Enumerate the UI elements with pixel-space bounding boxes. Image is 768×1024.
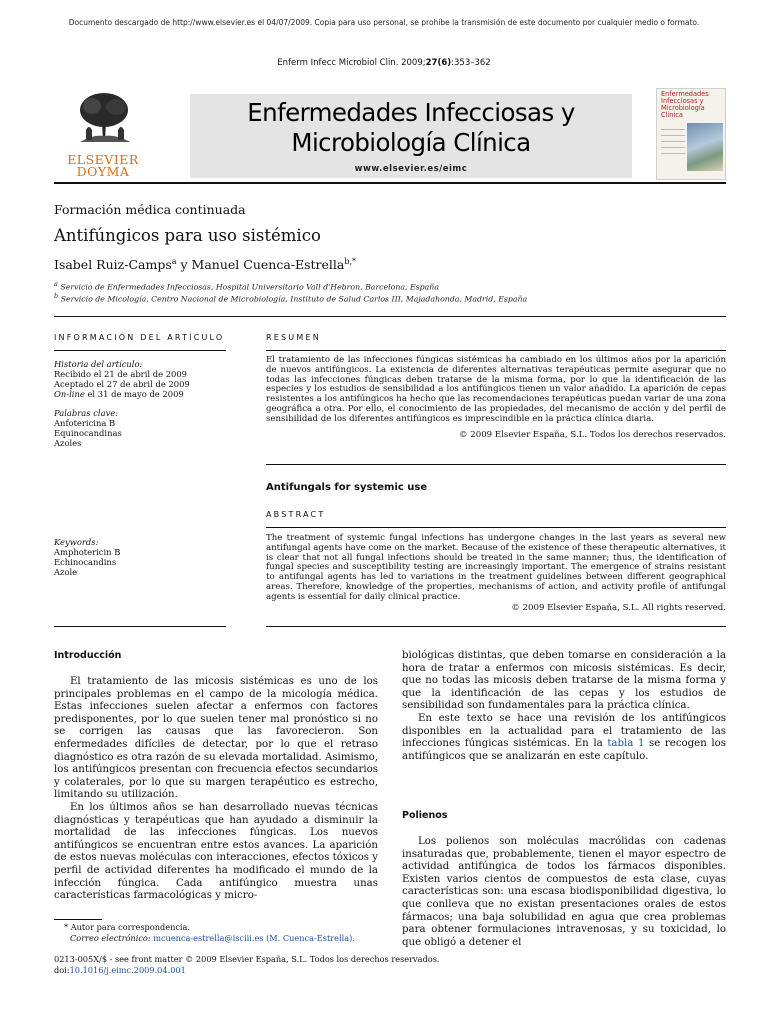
journal-banner: [54, 88, 726, 180]
divider: [54, 350, 226, 351]
keywords-es: [54, 408, 226, 448]
resumen-text: El tratamiento de las infecciones fúngicas sistémicas ha cambiado en los últimos años por la aparición de nuevos antifúngicos. La existencia de diferentes alternativas terapéuticas permite asegurar que no todas las infecciones fúngicas deben tratarse de la misma forma, por lo que la identificación de las especies y los estudios de sensibilidad a los antifúngicos tienen un valor añadido. La aparición de cepas resistentes a los antifúngicos ha hecho que las recomendaciones terapéuticas puedan variar de una zona geográfica a otra. Por ello, el conocimiento de las propiedades, del mecanismo de acción y del perfil de sensibilidad de los diferentes antifúngicos es imprescindible en la práctica clínica diaria.: [266, 355, 726, 424]
keyword: Azoles: [54, 438, 82, 448]
paragraph: [402, 713, 726, 763]
history-label: Historia del artículo:: [54, 359, 143, 369]
doi-label: doi:: [54, 965, 70, 975]
section-type: Formación médica continuada: [54, 202, 246, 217]
divider: [266, 350, 726, 351]
divider: [266, 626, 726, 627]
cover-divider: [661, 129, 685, 130]
journal-url[interactable]: www.elsevier.es/eimc: [354, 164, 468, 174]
keywords-en-label: Keywords:: [54, 537, 99, 547]
paragraph: En los últimos años se han desarrollado nuevas técnicas diagnósticas y terapéuticas que han ayudado a disminuir la mortalidad de las infecciones fúngicas. Los nuevos antifúngicos se encuentran entre estos avances. La aparición de estos nuevas moléculas con interacciones, efectos tóxicos y perfil de actividad diferentes ha modificado el mundo de la infección fúngica. Cada antifúngico muestra unas características farmacológicas y micro-: [54, 801, 378, 902]
elsevier-tree-icon: [74, 90, 134, 144]
keyword: Azole: [54, 567, 78, 577]
cover-divider: [661, 141, 685, 142]
keyword: Equinocandinas: [54, 428, 122, 438]
keyword: Amphotericin B: [54, 547, 121, 557]
article-history: [54, 359, 226, 399]
cover-artwork: [687, 123, 723, 171]
accepted-date: Aceptado el 27 de abril de 2009: [54, 379, 190, 389]
journal-title-line1: Enfermedades Infecciosas y: [247, 98, 575, 127]
cover-divider: [661, 147, 685, 148]
doi-link[interactable]: 10.1016/j.eimc.2009.04.001: [69, 965, 186, 975]
intro-text: [54, 676, 378, 903]
author-joiner: y: [176, 257, 192, 273]
divider: [266, 464, 726, 465]
author-name: Isabel Ruiz-Camps: [54, 257, 172, 273]
affiliation-b: [54, 292, 527, 304]
cover-title-line2: Infecciosas y: [661, 97, 704, 105]
affiliation-text: Servicio de Micología, Centro Nacional de Microbiología, Instituto de Salud Carlos III, Majadahonda, Madrid, España: [60, 294, 528, 304]
publisher-name-line1: ELSEVIER: [67, 152, 139, 167]
cover-title: [661, 91, 723, 119]
citation-pages: :353–362: [451, 58, 491, 68]
citation-journal: Enferm Infecc Microbiol Clin. 2009;: [277, 58, 426, 68]
cover-title-line3: Microbiología: [661, 104, 705, 112]
paragraph: biológicas distintas, que deben tomarse en consideración a la hora de tratar a enfermos con micosis sistémicas. Es decir, que no todas las micosis deben tratarse de la misma forma y que la identificación de las cepas y los estudios de sensibilidad son fundamentales para la práctica clínica.: [402, 650, 726, 712]
download-notice: Documento descargado de http://www.elsevier.es el 04/07/2009. Copia para uso personal, se prohíbe la transmisión de este documento por cualquier medio o formato.: [68, 18, 700, 27]
article-info-heading: INFORMACIÓN DEL ARTÍCULO: [54, 333, 225, 342]
affiliation-text: Servicio de Enfermedades Infecciosas, Hospital Universitario Vall d'Hebron, Barcelona, España: [60, 282, 439, 292]
online-date: [54, 389, 226, 399]
journal-title-box: [190, 94, 632, 178]
email-link[interactable]: mcuenca-estrella@isciii.es (M. Cuenca-Estrella).: [153, 933, 355, 943]
abstract-text: The treatment of systemic fungal infections has undergone changes in the last years as several new antifungal agents have come on the market. Because of the existence of these therapeutic alternatives, it is clear that not all fungal infections should be treated in the same manner; thus, the identification of fungal species and susceptibility testing are increasingly important. The emergence of strains resistant to antifungal agents has led to variations in the treatment guidelines between different geographical areas. Therefore, knowledge of the properties, mechanisms of action, and activity profile of antifungal agents is essential for daily clinical practice.: [266, 533, 726, 602]
col2-text: [402, 650, 726, 763]
email-label: Correo electrónico:: [70, 933, 154, 943]
polienos-heading: Polienos: [402, 810, 448, 821]
cover-title-line1: Enfermedades: [661, 90, 709, 98]
abstract-copyright: © 2009 Elsevier España, S.L. All rights reserved.: [511, 603, 726, 613]
footnote-star: *: [64, 922, 69, 932]
divider: [54, 626, 226, 627]
online-rest: el 31 de mayo de 2009: [84, 389, 184, 399]
paragraph: Los polienos son moléculas macrólidas con cadenas insaturadas que, probablemente, tienen el mayor espectro de actividad antifúngica de todos los fármacos disponibles. Existen varios cientos de compuestos de esta clase, cuyas características son: una escasa biodisponibilidad digestiva, lo que conlleva que no existan presentaciones orales de estos fármacos; una baja solubilidad en agua que crea problemas para obtener formulaciones intravenosas, y su toxicidad, lo que obligó a detener el: [402, 836, 726, 948]
abstract-heading: ABSTRACT: [266, 510, 326, 519]
affiliation-sup: a: [54, 280, 58, 288]
author-name: Manuel Cuenca-Estrella: [191, 257, 345, 273]
keyword: Anfotericina B: [54, 418, 116, 428]
received-date: Recibido el 21 de abril de 2009: [54, 369, 188, 379]
journal-title-line2: Microbiología Clínica: [291, 128, 531, 157]
affiliation-a: [54, 280, 439, 292]
author-affil-sup: a: [171, 257, 177, 266]
author-list: [54, 257, 356, 272]
english-title: Antifungals for systemic use: [266, 482, 428, 493]
affiliation-sup: b: [54, 292, 59, 300]
cover-divider: [661, 135, 685, 136]
citation-volume: 27: [425, 58, 438, 68]
elsevier-logo: [54, 88, 152, 180]
corresponding-note: Autor para correspondencia.: [70, 922, 191, 932]
journal-cover-thumbnail: [656, 88, 726, 180]
cover-title-line4: Clínica: [661, 111, 683, 119]
table-link[interactable]: tabla 1: [607, 738, 645, 750]
resumen-heading: RESUMEN: [266, 333, 321, 342]
online-label: On-line: [54, 389, 85, 399]
keywords-en: [54, 537, 226, 577]
divider: [266, 527, 726, 528]
polienos-text: [402, 836, 726, 949]
footnote: [54, 922, 378, 944]
text-run: se recogen los antifúngicos que se analizarán en este capítulo.: [402, 738, 726, 762]
introduccion-heading: Introducción: [54, 650, 122, 661]
article-title: Antifúngicos para uso sistémico: [54, 226, 321, 245]
resumen-copyright: © 2009 Elsevier España, S.L. Todos los derechos reservados.: [458, 430, 726, 440]
keywords-es-label: Palabras clave:: [54, 408, 119, 418]
text-run: En este texto se hace una revisión de los antifúngicos disponibles en la actualidad para el tratamiento de las infecciones fúngicas sistémicas. En la: [402, 712, 726, 750]
publisher-name-line2: DOYMA: [76, 164, 130, 179]
front-matter: [54, 954, 554, 976]
header-rule: [54, 182, 726, 184]
issn-line: 0213-005X/$ - see front matter © 2009 Elsevier España, S.L. Todos los derechos reservados.: [54, 954, 440, 964]
cover-divider: [661, 153, 685, 154]
keyword: Echinocandins: [54, 557, 117, 567]
citation-issue: (6): [437, 58, 452, 68]
author-affil-sup: b,*: [344, 257, 357, 266]
footnote-rule: [54, 919, 102, 920]
paragraph: El tratamiento de las micosis sistémicas es uno de los principales problemas en el campo de la micología médica. Estas infecciones suelen afectar a enfermos con factores predisponentes, por lo que suelen tener mal pronóstico si no se corrigen las causas que las favorecieron. Son enfermedades difíciles de detectar, por lo que el retraso diagnóstico es otra razón de su elevada mortalidad. Asimismo, los antifúngicos presentan con frecuencia efectos secundarios y colaterales, por lo que su margen terapéutico es estrecho, limitando su utilización.: [54, 676, 378, 801]
citation-line: [0, 58, 768, 68]
divider: [54, 316, 726, 317]
